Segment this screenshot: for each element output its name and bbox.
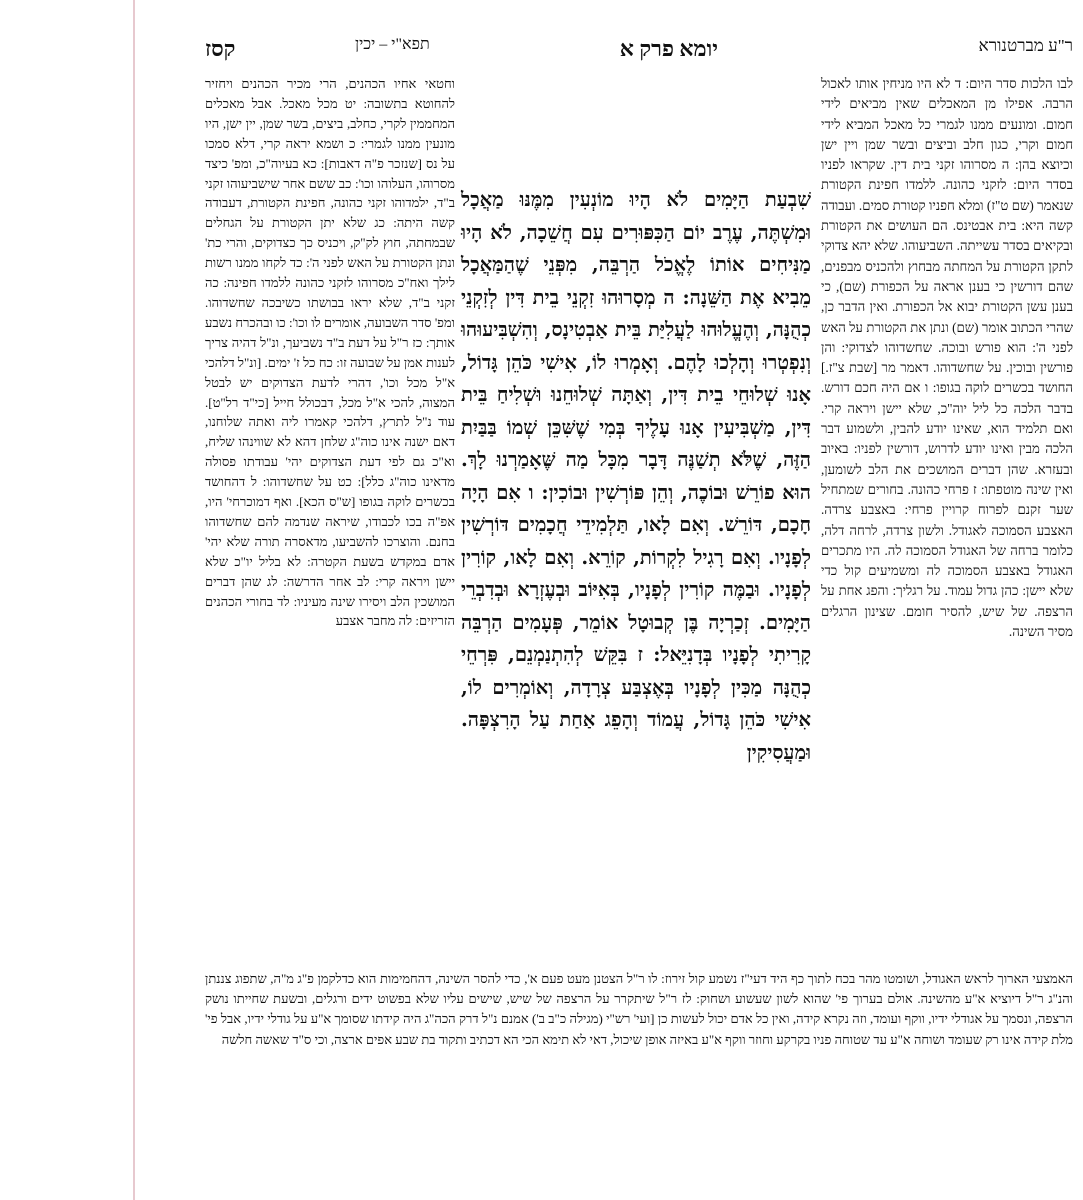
tiferet-yisrael-text: וחטאי אחיו הכהנים, הרי מכיר הכהנים ויחזיר להחוטא בתשובה: יט מכל מאכל. אבל מאכלים המחממין לקרי, כחלב, ביצים, בשר שמן, יין ישן, היו מונעין ממנו לגמרי: כ ושמא יראה קרי, דלא סמכו על נס [שנזכר פ"ה דאבות]: כא בעיוה"כ, ומפ' כיצד מסרוהו, העלוהו וכו': כב ששם אחר שישביעוהו זקני ב"ד, ילמדוהו זקני כהונה, חפינת הקטורת, דעבודה קשה היתה: כג שלא יתן הקטורת על הגחלים שבמחתה, חוץ לק"ק, ויכניס כך כצדוקים, והרי כת' ונתן הקטורת על האש לפני ה': כד לקחו ממנו רשות לילך ואח"כ מסרוהו לזקני כהונה ללמדו חפינה: כה זקני ב"ד, שלא יראו בבושתו כשיבכה שחשדוהו. ומפ' סדר השבועה, אומרים לו וכו': כו ובהכרח נשבע אותך: כז ר"ל על דעת ב"ד נשביעך, ונ"ל דהיה צריך לענות אמן על שבועה זו: כח כל ז' ימים. [ונ"ל דלהכי א"ל מכל וכו', דהרי לדעת הצדוקים יש לבטל המצוה, להכי א"ל מכל, דבכולל חייל [כי"ד רל"ט]. עוד נ"ל לתרץ, דלהכי קאמרו ליה ואתה שלוחנו, דאם ישנה אינו כוה"ג שלחן דהא לא שווינהו שליח, וא"כ גם לפי דעת הצדוקים יהי' עבודתו פסולה מדאינו כוה"ג כלל]: כט על שחשדוהו: ל דהחושד בכשרים לוקה בגופו [ש"ס הכא]. ואף דמוכרחי' היו, אפ"ה בכו לכבודו, שיראה שנדמה להם שחשדוהו בחנם. והוצרכו להשביעו, מדאסרה תורה שלא יהי' אדם במקדש בשעת הקטרה: לא בליל יו"כ שלא יישן ויראה קרי: לב אחר הדרשה: לג שהן דברים המושכין הלב ויסירו שינה מעיניו: לד בחורי הכהנים הזריזים: לה מחבר אצבע <box>205 76 455 629</box>
tiferet-yisrael-column <box>205 74 455 631</box>
chapter-title: יומא פרק א <box>619 36 718 61</box>
document-page <box>205 36 1073 1126</box>
bartenura-commentary-text: לבו הלכות סדר היום: ד לא היו מניחין אותו לאכול הרבה. אפילו מן המאכלים שאין מביאים לידי חמום. ומונעים ממנו לגמרי כל מאכל המביא לידי חמום וקרי, כגון חלב וביצים ובשר שמן ויין ישן וכיוצא בהן: ה מסרוהו זקני בית דין. שקראו לפניו בסדר היום: לזקני כהונה. ללמדו חפינת הקטורת שנאמר (שם ט"ז) ומלא חפניו קטורת סמים. ועבודה קשה היא: בית אבטינס. הם העושים את הקטורת ובקיאים בסדר עשייתה. השביעוהו. שלא יהא צדוקי לתקן הקטורת על המחתה מבחוץ ולהכניס מבפנים, שהם דורשין כי בענן אראה על הכפורת (שם), כי בענן עשן הקטורת יבוא אל הכפורת. ואין הדבר כן, שהרי הכתוב אומר (שם) ונתן את הקטורת על האש לפני ה': הוא פורש ובוכה. שחשדוהו לצדוקי: והן פורשין ובוכין. על שחשדוהו. דאמר מר [שבת צ"ז.] החושד בכשרים לוקה בגופו: ו אם היה חכם דורש. בדבר הלכה כל ליל יוה"כ, שלא יישן ויראה קרי. ואם תלמיד הוא, שאינו יודע להבין, ולשמוע דבר הלכה מבין ואינו יודע לדרוש, דורשין לפניו: באיוב ובעזרא. שהן דברים המושכים את הלב לשומען, ואין שינה מוטפתו: ז פרחי כהונה. בחורים שמתחיל שער זקנם לפרוח קרויין פרחי: באצבע צרדה. האצבע הסמוכה לאגודל. ולשון צרדה, לרחה דלה, כלומר ברחה של האגודל הסמוכה לה. היו מתכרים האגודל באצבע הסמוכה לה ומשמיעים קול כדי שלא יישן: כהן גדול עמוד. על רגליך: והפג אחת על הרצפה. של שיש, להסיר חומם. שצינון הרגלים מסיר השינה. <box>821 76 1073 640</box>
commentary-label: ר"ע מברטנורא <box>978 36 1073 55</box>
bottom-note-text: האמצעי הארוך לראש האגודל, ושומטו מהר בכח לתוך כף היד דעי"ז נשמע קול זירוז: לו ר"ל הצטנן מעט פעם א', כדי להסר השינה, דהחמימות הוא כדלקמן פ"ג מ"ה, שתפוג צננתן והנ"ג ר"ל דיוציא א"ע מהשינה. אולם בערוך פי' שהוא לשון שעשוע ושחוק: לז ר"ל שיתקרר על הרצפה של שיש, שישים עליו שלא בפשוט ידים ורגלים, ובשעת שחייתו נושק הרצפה, ונסמך על אגודלי ידיו, ווקף ועומד, וזה נקרא קידה, ואין כל אדם יכול לעשות כן [ועי' רש"י (מגילה כ"ב ב') אמנם נ"ל דרק הכה"ג היה קידתו שסומך א"ע על גודלי ידיו, אבל פי' מלת קידה אינו רק שעומד ושוחה א"ע עד שטוחה פניו בקרקע וחוזר ווקף א"ע באיזה אופן שיכול, דאי לא תימא הכי הא דכתיב ותקוד בת שבע אפים ארצה, וכי ס"ד שאשה חלשה <box>205 971 1073 1047</box>
mishna-text: שִׁבְעַת הַיָּמִים לֹא הָיוּ מוֹנְעִין מִמֶּנּוּ מַאֲכָל וּמִשְׁתֶּה, עֶרֶב יוֹם הַכִּפּוּרִים עִם חֲשֵׁכָה, לֹא הָיוּ מַנִּיחִים אוֹתוֹ לֶאֱכֹל הַרְבֵּה, מִפְּנֵי שֶׁהַמַּאֲכָל מֵבִיא אֶת הַשֵּׁנָה: ה מְסָרוּהוּ זִקְנֵי בֵית דִּין לְזִקְנֵי כְהֻנָּה, וְהֶעֱלוּהוּ לַעֲלִיַּת בֵּית אַבְטִינָס, וְהִשְׁבִּיעוּהוּ וְנִפְטְרוּ וְהָלְכוּ לָהֶם. וְאָמְרוּ לוֹ, אִישִׁי כֹּהֵן גָּדוֹל, אָנוּ שְׁלוּחֵי בֵית דִּין, וְאַתָּה שְׁלוּחֵנוּ וּשְׁלִיחַ בֵּית דִּין, מַשְׁבִּיעִין אָנוּ עָלֶיךָ בְּמִי שֶׁשִּׁכֵּן שְׁמוֹ בַּבַּיִת הַזֶּה, שֶׁלֹּא תְשַׁנֶּה דָּבָר מִכָּל מַה שֶּׁאָמַרְנוּ לָךְ. הוּא פוֹרֵשׁ וּבוֹכֶה, וְהֵן פּוֹרְשִׁין וּבוֹכִין: ו אִם הָיָה חָכָם, דּוֹרֵשׁ. וְאִם לָאו, תַּלְמִידֵי חֲכָמִים דּוֹרְשִׁין לְפָנָיו. וְאִם רָגִיל לִקְרוֹת, קוֹרֵא. וְאִם לָאו, קוֹרִין לְפָנָיו. וּבַמֶּה קוֹרִין לְפָנָיו, בְּאִיּוֹב וּבְעֶזְרָא וּבְדִבְרֵי הַיָּמִים. זְכַרְיָה בֶּן קְבוּטָל אוֹמֵר, פְּעָמִים הַרְבֵּה קָרִיתִי לְפָנָיו בְּדָנִיֵּאל: ז בִּקֵּשׁ לְהִתְנַמְנֵם, פִּרְחֵי כְהֻנָּה מַכִּין לְפָנָיו בְּאֶצְבַּע צְרָדָה, וְאוֹמְרִים לוֹ, אִישִׁי כֹּהֵן גָּדוֹל, עֲמוֹד וְהָפֵג אַחַת עַל הָרִצְפָּה. וּמַעֲסִיקִין <box>461 188 811 764</box>
page-margin-line <box>133 0 135 1200</box>
bartenura-commentary-column <box>821 74 1073 642</box>
mishna-text-block <box>461 184 811 769</box>
bottom-note-block <box>205 969 1073 1050</box>
page-number: קסז <box>205 36 236 61</box>
page-header <box>205 36 1073 64</box>
tosafot-label: תפא"י – יכין <box>355 36 430 53</box>
